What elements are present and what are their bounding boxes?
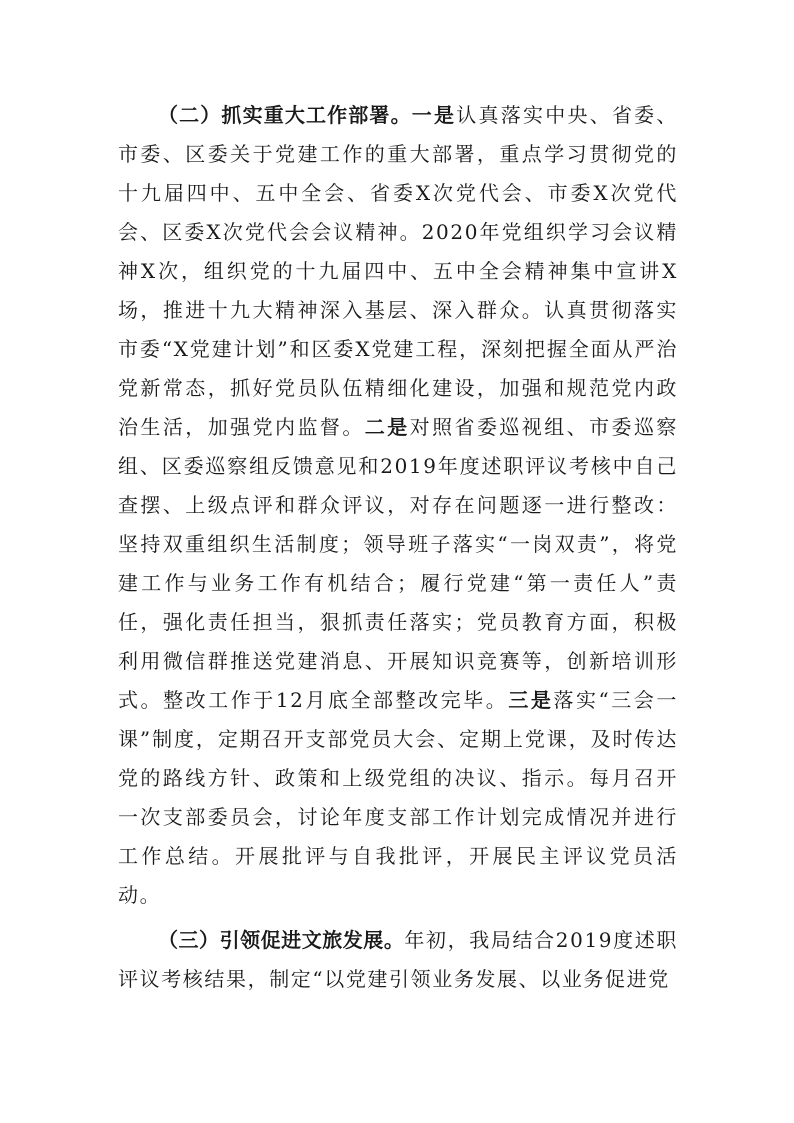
body-text: 年初，我局结合2019度述职评议考核结果，制定“以党建引领业务发展、以业务促进党 <box>118 928 678 991</box>
paragraph-2 <box>118 96 678 915</box>
section-heading-2: （二）抓实重大工作部署。 <box>158 103 412 127</box>
keyword-first: 一是 <box>411 103 457 127</box>
section-heading-3: （三）引领促进文旅发展。 <box>158 928 405 952</box>
document-page <box>118 96 678 999</box>
body-text: 落实“三会一课”制度，定期召开支部党员大会、定期上党课，及时传达党的路线方针、政策和上级党组的决议、指示。每月召开一次支部委员会，讨论年度支部工作计划完成情况并进行工作总结。开展批评与自我批评，开展民主评议党员活动。 <box>118 688 678 907</box>
body-text: 对照省委巡视组、市委巡察组、区委巡察组反馈意见和2019年度述职评议考核中自己查摆、上级点评和群众评议，对存在问题逐一进行整改：坚持双重组织生活制度；领导班子落实“一岗双责”，将党建工作与业务工作有机结合；履行党建“第一责任人”责任，强化责任担当，狠抓责任落实；党员教育方面，积极利用微信群推送党建消息、开展知识竞赛等，创新培训形式。整改工作于12月底全部整改完毕。 <box>118 415 678 712</box>
keyword-third: 三是 <box>508 688 554 712</box>
paragraph-3 <box>118 921 678 999</box>
body-text: 认真落实中央、省委、市委、区委关于党建工作的重大部署，重点学习贯彻党的十九届四中、五中全会、省委X次党代会、市委X次党代会、区委X次党代会会议精神。2020年党组织学习会议精神X次，组织党的十九届四中、五中全会精神集中宣讲X场，推进十九大精神深入基层、深入群众。认真贯彻落实市委“X党建计划”和区委X党建工程，深刻把握全面从严治党新常态，抓好党员队伍精细化建设，加强和规范党内政治生活，加强党内监督。 <box>118 103 679 439</box>
keyword-second: 二是 <box>364 415 410 439</box>
